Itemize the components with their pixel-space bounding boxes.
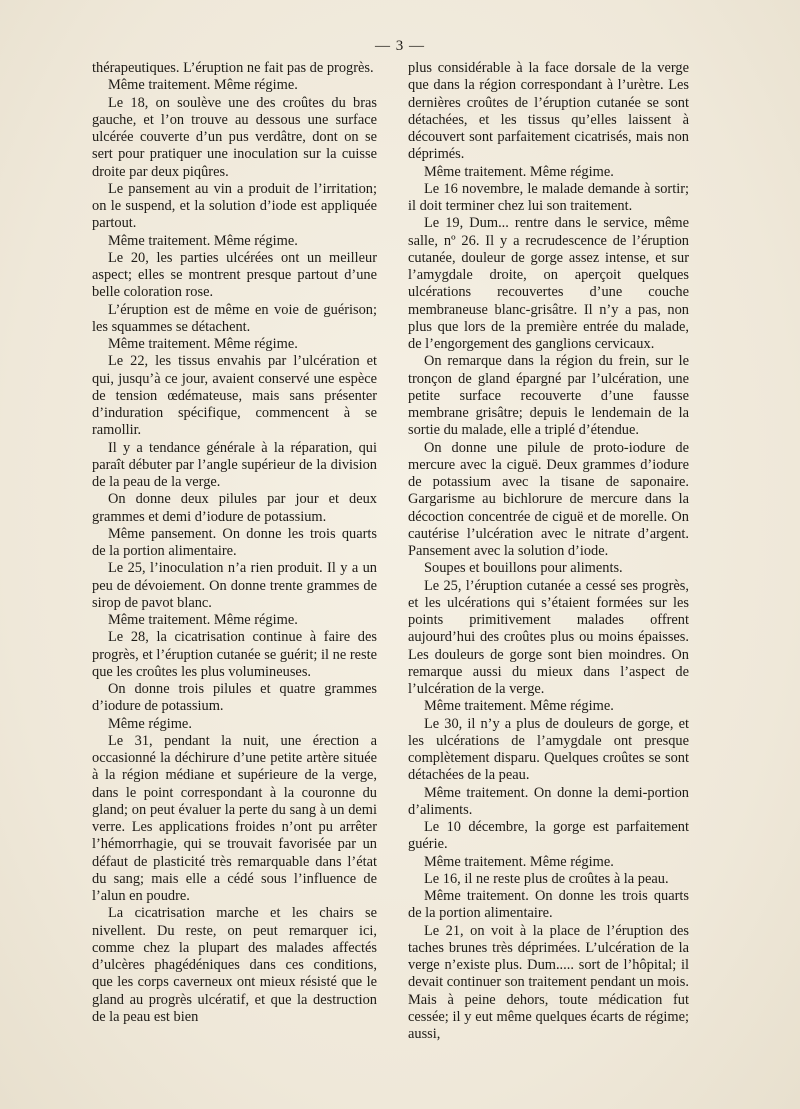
paragraph: L’éruption est de même en voie de guérison; les squammes se détachent. [92,301,377,335]
paragraph: Le 28, la cicatrisation continue à faire des progrès, et l’éruption cutanée se guérit; il ne reste que les croûtes les plus volumineuses. [92,629,377,680]
paragraph: thérapeutiques. L’éruption ne fait pas de progrès. [92,60,374,76]
paragraph: Le 16, il ne reste plus de croûtes à la peau. [424,870,669,887]
paragraph: Même traitement. Même régime. [424,853,614,870]
paragraph: Le 25, l’inoculation n’a rien produit. Il y a un peu de dévoiement. On donne trente grammes de sirop de pavot blanc. [92,560,377,611]
paragraph: Même traitement. On donne les trois quarts de la portion alimentaire. [408,888,689,922]
paragraph: Le 22, les tissus envahis par l’ulcération et qui, jusqu’à ce jour, avaient conservé une espèce de tension œdémateuse, mais sans présenter d’induration spécifique, commencent à se ramollir. [92,353,377,439]
paragraph: Même traitement. Même régime. [424,163,614,180]
paragraph: On donne deux pilules par jour et deux grammes et demi d’iodure de potassium. [92,491,377,525]
page-number: — 3 — [375,38,425,54]
paragraph: Le pansement au vin a produit de l’irritation; on le suspend, et la solution d’iode est appliquée partout. [92,180,377,232]
paragraph: On remarque dans la région du frein, sur le tronçon de gland épargné par l’ulcération, une petite surface recouverte d’une fausse membrane grisâtre; depuis le lendemain de la sortie du malade, elle a triplé d’étendue. [408,353,689,439]
paragraph: Le 16 novembre, le malade demande à sortir; il doit terminer chez lui son traitement. [408,180,689,214]
paragraph: Même traitement. On donne la demi-portion d’aliments. [408,784,689,818]
paragraph: Le 18, on soulève une des croûtes du bras gauche, et l’on trouve au dessous une surface ulcérée couverte d’un pus verdâtre, dont on se sert pour pratiquer une inoculation sur la cuisse droite par deux piqûres. [92,94,377,180]
paragraph: Le 30, il n’y a plus de douleurs de gorge, et les ulcérations de l’amygdale ont presque complètement disparu. Quelques croûtes se sont détachées de la peau. [408,715,689,784]
paragraph: Le 21, on voit à la place de l’éruption des taches brunes très déprimées. L’ulcération de la verge n’existe plus. Dum..... sort de l’hôpital; il devait continuer son traitement pendant un mois. Mais à peine dehors, toute médication fut cessée; il y eut même quelques écarts de régime; aussi, [408,922,689,1042]
paragraph: Le 25, l’éruption cutanée a cessé ses progrès, et les ulcérations qui s’étaient formées sur les points primitivement malades offrent aujourd’hui des croûtes plus ou moins épaisses. Les douleurs de gorge sont bien moindres. On remarque aussi du mieux dans l’aspect de l’ulcération de la verge. [408,577,689,697]
paragraph: plus considérable à la face dorsale de la verge que dans la région correspondant à l’urètre. Les dernières croûtes de l’éruption cutanée se sont détachées, et les tissus qu’elles laissent à découvert sont parfaitement cicatrisés, mais non déprimés. [408,60,689,163]
paragraph: Même régime. [108,715,192,732]
paragraph: Même traitement. Même régime. [108,612,298,628]
paragraph: On donne trois pilules et quatre grammes d’iodure de potassium. [92,681,377,715]
paragraph: Même traitement. Même régime. [108,77,298,94]
paragraph: Même traitement. Même régime. [108,336,298,352]
paragraph: Le 31, pendant la nuit, une érection a occasionné la déchirure d’une petite artère située à la région médiane et supérieure de la verge, dans le point correspondant à la couronne du gland; on peut évaluer la perte du sang à un demi verre. Les applications froides n’ont pu arrêter l’hémorrhagie, qui se trouvait favorisée par un défaut de plasticité très remarquable dans l’état du sang; mais elle a cédé sous l’influence de l’alun en poudre. [92,732,377,904]
paragraph: Soupes et bouillons pour aliments. [424,560,623,577]
paragraph: Il y a tendance générale à la réparation, qui paraît débuter par l’angle supérieur de la division de la peau de la verge. [92,439,377,490]
right-column [408,60,689,1043]
paragraph: Même traitement. Même régime. [108,232,298,249]
paragraph: Le 19, Dum... rentre dans le service, même salle, nº 26. Il y a recrudescence de l’éruption cutanée, douleur de gorge assez intense, et sur l’amygdale droite, on aperçoit quelques ulcérations recouvertes d’une couche membraneuse blanc-grisâtre. Il n’y a pas, non plus que lors de la première entrée du malade, de l’engorgement des ganglions cervicaux. [408,215,689,352]
paragraph: Même traitement. Même régime. [424,698,614,715]
paragraph: La cicatrisation marche et les chairs se nivellent. Du reste, on peut remarquer ici, comme chez la plupart des malades affectés d’ulcères phagédéniques dans ces conditions, que les corps caverneux ont mieux résisté que le gland au progrès ulcératif, et que la destruction de la peau est bien [92,905,377,1025]
paragraph: Le 20, les parties ulcérées ont un meilleur aspect; elles se montrent presque partout d’une belle coloration rose. [92,249,377,301]
paragraph: Même pansement. On donne les trois quarts de la portion alimentaire. [92,525,377,559]
paragraph: On donne une pilule de proto-iodure de mercure avec la ciguë. Deux grammes d’iodure de potassium avec la tisane de saponaire. Gargarisme au bichlorure de mercure dans la décoction concentrée de ciguë et de morelle. On cautérise l’ulcération avec le nitrate d’argent. Pansement avec la solution d’iode. [408,439,689,559]
left-column [92,60,377,1026]
paragraph: Le 10 décembre, la gorge est parfaitement guérie. [408,819,689,853]
